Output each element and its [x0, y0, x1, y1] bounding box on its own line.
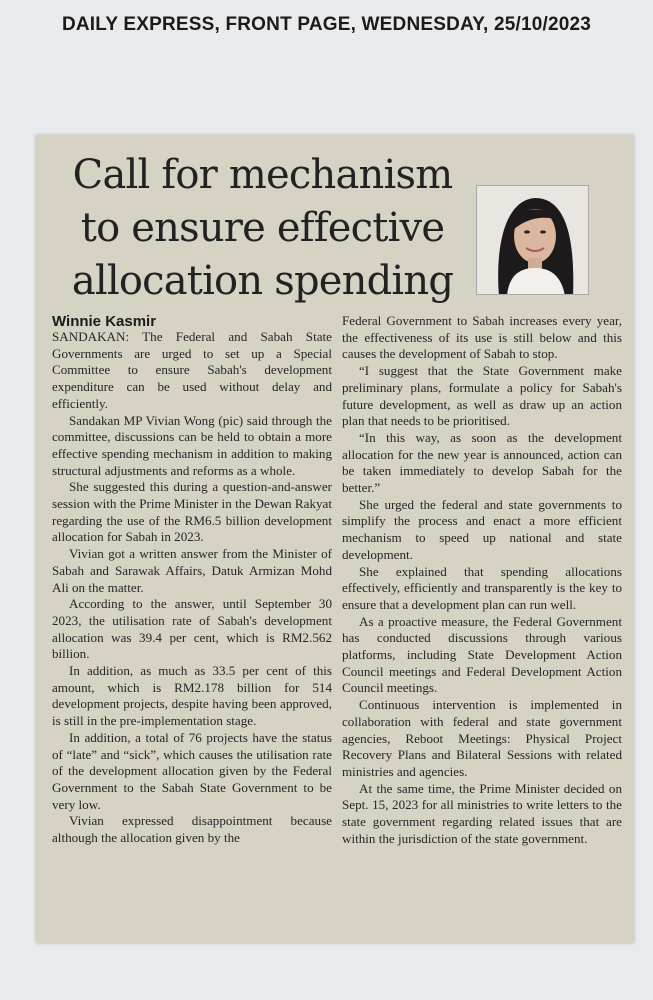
paragraph: Federal Government to Sabah increases every year, the effectiveness of its use is still below and this causes the development of Sabah to stop.	[342, 313, 622, 362]
paragraph: Sandakan MP Vivian Wong (pic) said through the committee, discussions can be held to obtain a more effective spending mechanism in addition to making structural adjustments and reforms as a whole.	[52, 412, 332, 478]
paragraph: As a proactive measure, the Federal Government has conducted discussions through various platforms, including State Development Action Council meetings and Federal Development Action Council meetings.	[342, 613, 622, 696]
paragraph: Vivian got a written answer from the Minister of Sabah and Sarawak Affairs, Datuk Armizan Mohd Ali on the matter.	[52, 546, 332, 595]
paragraph: In addition, a total of 76 projects have the status of “late” and “sick”, which causes the utilisation rate of the development allocation given by the Federal Government to the Sabah State Government to be very low.	[52, 729, 332, 812]
article-column-1	[52, 329, 332, 847]
paragraph: She suggested this during a question-and-answer session with the Prime Minister in the Dewan Rakyat regarding the use of the RM6.5 billion development allocation for Sabah in 2023.	[52, 479, 332, 545]
paragraph: In addition, as much as 33.5 per cent of this amount, which is RM2.178 billion for 514 development projects, despite having been approved, is still in the pre-implementation stage.	[52, 663, 332, 729]
paragraph: Continuous intervention is implemented in collaboration with federal and state government agencies, Reboot Meetings: Physical Project Recovery Plans and Bilateral Sessions with related ministries and agencies.	[342, 697, 622, 779]
paragraph: At the same time, the Prime Minister decided on Sept. 15, 2023 for all ministries to write letters to the state government regarding related issues that are within the jurisdiction of the state government.	[342, 780, 622, 846]
paragraph: She explained that spending allocations effectively, efficiently and transparently is the key to ensure that a development plan can run well.	[342, 563, 622, 612]
byline: Winnie Kasmir	[52, 313, 157, 330]
headline-line: allocation spending	[71, 258, 454, 304]
headline-line: to ensure effective	[80, 205, 445, 251]
page-caption: DAILY EXPRESS, FRONT PAGE, WEDNESDAY, 25/10/2023	[61, 14, 592, 35]
paragraph: Vivian expressed disappointment because although the allocation given by the	[52, 813, 332, 846]
article-column-2	[342, 313, 622, 848]
portrait-image	[477, 186, 589, 295]
paragraph: According to the answer, until September 30 2023, the utilisation rate of Sabah's development allocation was 39.4 per cent, which is RM2.562 billion.	[52, 596, 332, 662]
headline-line: Call for mechanism	[72, 152, 453, 198]
paragraph: SANDAKAN: The Federal and Sabah State Governments are urged to set up a Special Committee to ensure Sabah's development expenditure can be used without delay and efficiently.	[52, 329, 332, 411]
headline	[50, 149, 475, 308]
newspaper-clipping	[36, 135, 634, 943]
portrait-photo	[476, 185, 589, 295]
paragraph: “In this way, as soon as the development allocation for the new year is announced, action can be taken immediately to develop Sabah for the better.”	[342, 429, 622, 496]
paragraph: “I suggest that the State Government make preliminary plans, formulate a policy for Sabah's future development, as well as draw up an action plan that needs to be prioritised.	[342, 363, 622, 429]
paragraph: She urged the federal and state governments to simplify the process and enact a more efficient mechanism to speed up national and state development.	[342, 496, 622, 562]
